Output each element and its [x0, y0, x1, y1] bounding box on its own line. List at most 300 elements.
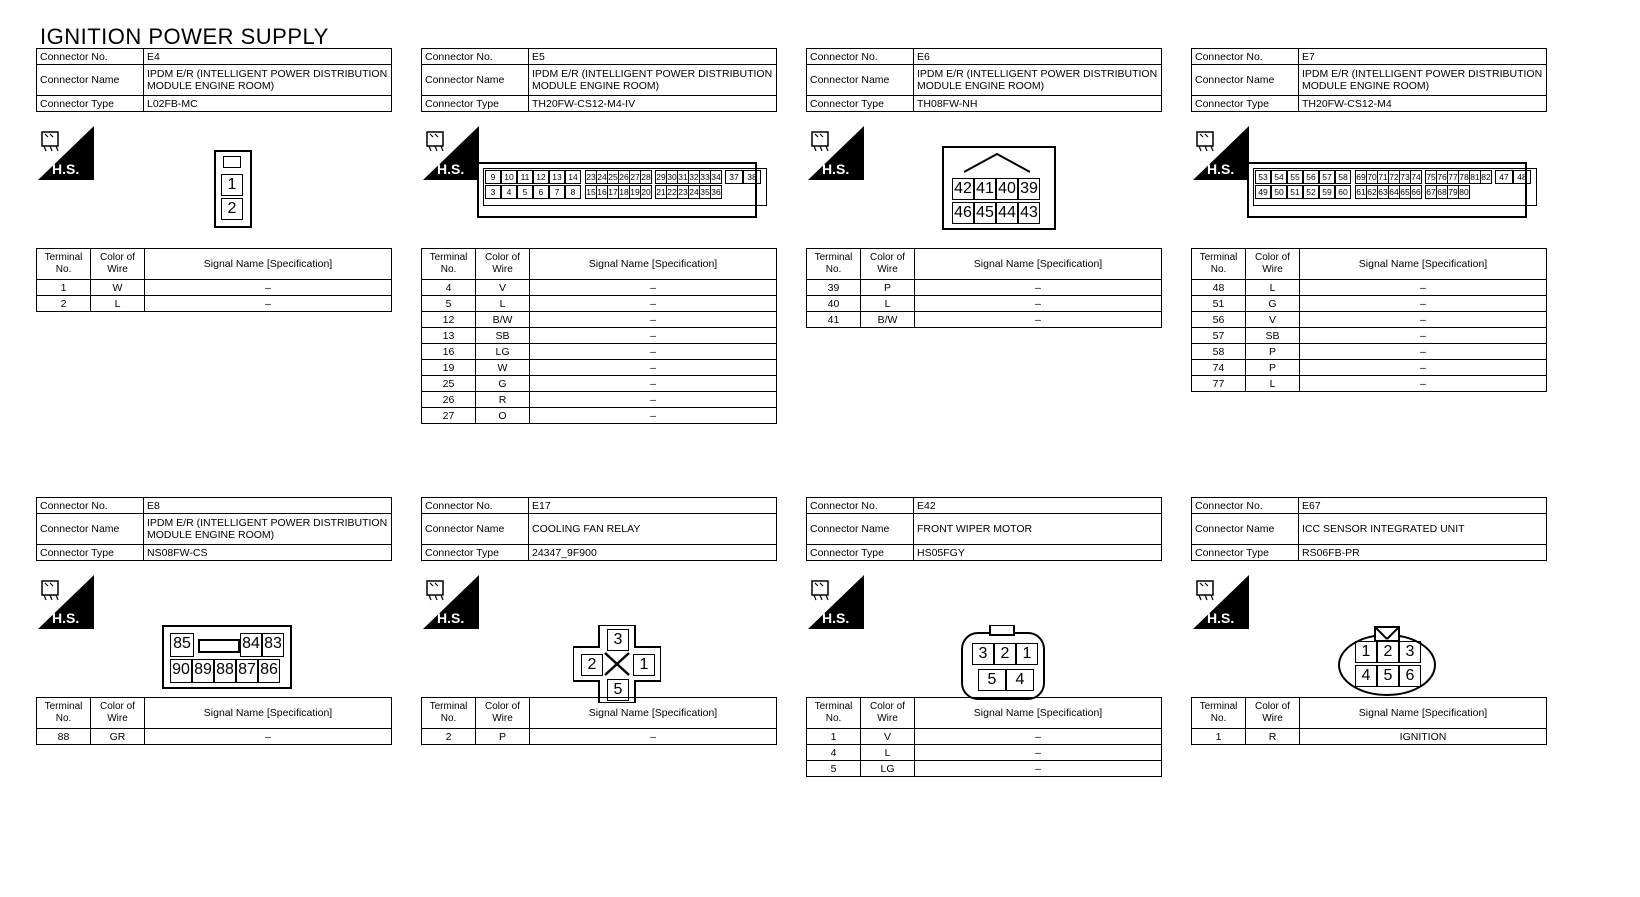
terminal-no: 13	[422, 328, 476, 344]
wire-color: L	[1246, 280, 1300, 296]
svg-text:H.S.: H.S.	[52, 161, 80, 177]
signal-name: –	[1300, 360, 1547, 376]
table-row	[422, 312, 777, 328]
connector-no-label: Connector No.	[37, 49, 144, 65]
wire-color: L	[1246, 376, 1300, 392]
table-row	[422, 360, 777, 376]
connector-pin: 54	[1271, 170, 1287, 184]
terminal-no: 51	[1192, 296, 1246, 312]
connector-no: E67	[1299, 498, 1547, 514]
terminal-no: 58	[1192, 344, 1246, 360]
connector-name: IPDM E/R (INTELLIGENT POWER DISTRIBUTION MODULE ENGINE ROOM)	[529, 65, 777, 96]
connector-pin: 17	[608, 187, 618, 197]
wire-color: P	[861, 280, 915, 296]
terminal-header: Terminal No.	[422, 249, 476, 280]
connector-type-label: Connector Type	[37, 96, 144, 112]
signal-name: –	[1300, 376, 1547, 392]
connector-pin: 42	[952, 178, 974, 200]
connector-type-label: Connector Type	[422, 96, 529, 112]
terminal-no: 77	[1192, 376, 1246, 392]
connector-pin: 3	[1399, 641, 1421, 663]
connector-pin: 13	[549, 170, 565, 184]
signal-name: –	[1300, 312, 1547, 328]
terminal-header: Terminal No.	[1192, 698, 1246, 729]
terminal-no: 12	[422, 312, 476, 328]
connector-pin: 61	[1356, 187, 1366, 197]
connector-pin: 1	[1016, 643, 1038, 665]
connector-no: E4	[144, 49, 392, 65]
terminal-no: 1	[37, 280, 91, 296]
terminal-header: Terminal No.	[807, 698, 861, 729]
connector-no: E5	[529, 49, 777, 65]
harness-side-icon	[38, 575, 94, 629]
connector-name-label: Connector Name	[1192, 514, 1299, 545]
connector-pin: 35	[700, 187, 710, 197]
terminal-no: 39	[807, 280, 861, 296]
connector-pin: 25	[608, 172, 618, 182]
table-row	[37, 729, 392, 745]
connector-pin: 34	[711, 172, 721, 182]
table-row	[422, 328, 777, 344]
connector-face	[1247, 162, 1527, 218]
wire-color: L	[861, 296, 915, 312]
connector-pin: 63	[1378, 187, 1388, 197]
connector-pin: 5	[1377, 665, 1399, 687]
terminal-header: Terminal No.	[1192, 249, 1246, 280]
terminal-table	[36, 697, 392, 745]
signal-name: –	[915, 761, 1162, 777]
connector-name-label: Connector Name	[37, 514, 144, 545]
connector-pin: 4	[1355, 665, 1377, 687]
connector-pin: 10	[501, 170, 517, 184]
connector-pin: 46	[952, 202, 974, 224]
signal-header: Signal Name [Specification]	[145, 698, 392, 729]
connector-pin: 27	[630, 172, 640, 182]
connector-block-e5	[421, 48, 777, 448]
connector-pin: 66	[1411, 187, 1421, 197]
connector-pin: 85	[170, 633, 194, 657]
connector-header-table	[1191, 497, 1547, 561]
connector-no: E17	[529, 498, 777, 514]
terminal-table	[806, 697, 1162, 777]
connector-pin: 74	[1411, 172, 1421, 182]
table-row	[422, 280, 777, 296]
connector-pin: 5	[607, 679, 629, 701]
terminal-no: 2	[37, 296, 91, 312]
connector-name: IPDM E/R (INTELLIGENT POWER DISTRIBUTION MODULE ENGINE ROOM)	[1299, 65, 1547, 96]
wire-color: L	[476, 296, 530, 312]
connector-pin: 23	[678, 187, 688, 197]
table-row	[37, 280, 392, 296]
terminal-no: 74	[1192, 360, 1246, 376]
connector-pin: 76	[1437, 172, 1447, 182]
signal-name: –	[1300, 328, 1547, 344]
connector-type: TH20FW-CS12-M4	[1299, 96, 1547, 112]
table-row	[807, 761, 1162, 777]
connector-pin: 24	[597, 172, 607, 182]
color-header: Color of Wire	[91, 249, 145, 280]
connector-pin: 1	[633, 654, 655, 676]
connector-name: IPDM E/R (INTELLIGENT POWER DISTRIBUTION MODULE ENGINE ROOM)	[144, 514, 392, 545]
connector-header-table	[806, 48, 1162, 112]
connector-pin: 50	[1271, 185, 1287, 199]
terminal-header: Terminal No.	[37, 698, 91, 729]
connector-pin: 56	[1303, 170, 1319, 184]
table-row	[807, 280, 1162, 296]
signal-name: –	[145, 296, 392, 312]
wire-color: W	[476, 360, 530, 376]
svg-text:H.S.: H.S.	[822, 161, 850, 177]
connector-pin: 57	[1319, 170, 1335, 184]
signal-name: –	[530, 344, 777, 360]
connector-pin: 88	[214, 659, 236, 683]
connector-pin: 43	[1018, 202, 1040, 224]
terminal-no: 1	[807, 729, 861, 745]
terminal-no: 41	[807, 312, 861, 328]
harness-side-icon	[808, 126, 864, 180]
wire-color: R	[476, 392, 530, 408]
connector-block-e7	[1191, 48, 1547, 448]
connector-pin: 3	[485, 185, 501, 199]
connector-pin: 12	[533, 170, 549, 184]
wire-color: B/W	[476, 312, 530, 328]
table-row	[1192, 729, 1547, 745]
signal-name: –	[530, 392, 777, 408]
connector-header-table	[806, 497, 1162, 561]
terminal-no: 40	[807, 296, 861, 312]
terminal-no: 48	[1192, 280, 1246, 296]
table-row	[1192, 360, 1547, 376]
connector-pin: 20	[641, 187, 651, 197]
connector-pin: 64	[1389, 187, 1399, 197]
color-header: Color of Wire	[476, 249, 530, 280]
connector-pin: 87	[236, 659, 258, 683]
connector-pin: 75	[1426, 172, 1436, 182]
connector-pin: 19	[630, 187, 640, 197]
wire-color: W	[91, 280, 145, 296]
terminal-header: Terminal No.	[422, 698, 476, 729]
connector-pin: 2	[221, 198, 243, 220]
connector-pin: 5	[978, 669, 1006, 691]
connector-pin: 77	[1448, 172, 1458, 182]
table-row	[1192, 296, 1547, 312]
connector-pin: 9	[485, 170, 501, 184]
connector-pin: 41	[974, 178, 996, 200]
color-header: Color of Wire	[1246, 698, 1300, 729]
signal-name: –	[530, 360, 777, 376]
connector-block-e6	[806, 48, 1162, 448]
connector-pin: 33	[700, 172, 710, 182]
table-row	[807, 296, 1162, 312]
signal-name: –	[915, 312, 1162, 328]
connector-type-label: Connector Type	[807, 96, 914, 112]
connector-pin: 2	[581, 654, 603, 676]
signal-name: –	[1300, 344, 1547, 360]
terminal-table	[36, 248, 392, 312]
wire-color: O	[476, 408, 530, 424]
connector-type: TH20FW-CS12-M4-IV	[529, 96, 777, 112]
connector-pin: 69	[1356, 172, 1366, 182]
harness-side-icon	[1193, 575, 1249, 629]
connector-pin: 49	[1255, 185, 1271, 199]
connector-no-label: Connector No.	[1192, 49, 1299, 65]
signal-name: –	[145, 280, 392, 296]
color-header: Color of Wire	[1246, 249, 1300, 280]
terminal-table	[1191, 248, 1547, 392]
connector-pin: 60	[1335, 185, 1351, 199]
connector-header-table	[36, 48, 392, 112]
signal-header: Signal Name [Specification]	[1300, 698, 1547, 729]
svg-text:H.S.: H.S.	[52, 610, 80, 626]
connector-pin: 7	[549, 185, 565, 199]
connector-pin: 1	[1355, 641, 1377, 663]
terminal-no: 16	[422, 344, 476, 360]
svg-text:H.S.: H.S.	[1207, 161, 1235, 177]
connector-pin: 82	[1481, 172, 1491, 182]
connector-type-label: Connector Type	[1192, 96, 1299, 112]
signal-name: –	[915, 280, 1162, 296]
connector-no-label: Connector No.	[807, 49, 914, 65]
connector-no-label: Connector No.	[807, 498, 914, 514]
table-row	[422, 296, 777, 312]
table-row	[1192, 376, 1547, 392]
connector-pin: 59	[1319, 185, 1335, 199]
terminal-no: 25	[422, 376, 476, 392]
connector-pin: 55	[1287, 170, 1303, 184]
connector-name-label: Connector Name	[807, 514, 914, 545]
wire-color: P	[476, 729, 530, 745]
harness-side-icon	[808, 575, 864, 629]
connector-pin: 6	[533, 185, 549, 199]
signal-header: Signal Name [Specification]	[145, 249, 392, 280]
connector-type: 24347_9F900	[529, 545, 777, 561]
connector-face	[162, 625, 292, 689]
connector-pin: 14	[565, 170, 581, 184]
connector-type: NS08FW-CS	[144, 545, 392, 561]
connector-face	[214, 150, 252, 228]
connector-name: IPDM E/R (INTELLIGENT POWER DISTRIBUTION MODULE ENGINE ROOM)	[144, 65, 392, 96]
signal-header: Signal Name [Specification]	[915, 698, 1162, 729]
table-row	[422, 729, 777, 745]
signal-header: Signal Name [Specification]	[530, 698, 777, 729]
table-row	[807, 745, 1162, 761]
terminal-no: 88	[37, 729, 91, 745]
connector-pin: 8	[565, 185, 581, 199]
connector-block-e4	[36, 48, 392, 448]
connector-face	[960, 625, 1046, 701]
harness-side-icon	[423, 126, 479, 180]
connector-pin: 2	[1377, 641, 1399, 663]
connector-pin: 89	[192, 659, 214, 683]
signal-header: Signal Name [Specification]	[915, 249, 1162, 280]
connector-pin: 68	[1437, 187, 1447, 197]
connector-name: IPDM E/R (INTELLIGENT POWER DISTRIBUTION MODULE ENGINE ROOM)	[914, 65, 1162, 96]
connector-pin: 73	[1400, 172, 1410, 182]
connector-block-e8	[36, 497, 392, 897]
connector-name: COOLING FAN RELAY	[529, 514, 777, 545]
connector-name: ICC SENSOR INTEGRATED UNIT	[1299, 514, 1547, 545]
signal-name: –	[530, 328, 777, 344]
connector-pin: 4	[501, 185, 517, 199]
connector-pin: 30	[667, 172, 677, 182]
terminal-no: 27	[422, 408, 476, 424]
table-row	[422, 344, 777, 360]
connector-no-label: Connector No.	[422, 498, 529, 514]
wire-color: SB	[1246, 328, 1300, 344]
table-row	[422, 408, 777, 424]
connector-pin: 81	[1470, 172, 1480, 182]
connector-pin: 36	[711, 187, 721, 197]
connector-pin: 86	[258, 659, 280, 683]
connector-pin: 78	[1459, 172, 1469, 182]
connector-pin: 18	[619, 187, 629, 197]
signal-header: Signal Name [Specification]	[530, 249, 777, 280]
connector-pin: 23	[586, 172, 596, 182]
connector-pin: 6	[1399, 665, 1421, 687]
terminal-no: 26	[422, 392, 476, 408]
table-row	[1192, 344, 1547, 360]
table-row	[37, 296, 392, 312]
connector-type: RS06FB-PR	[1299, 545, 1547, 561]
wire-color: GR	[91, 729, 145, 745]
connector-pin: 29	[656, 172, 666, 182]
table-row	[422, 392, 777, 408]
terminal-table	[421, 248, 777, 424]
connector-pin: 28	[641, 172, 651, 182]
connector-pin: 15	[586, 187, 596, 197]
wire-color: P	[1246, 360, 1300, 376]
connector-name-label: Connector Name	[37, 65, 144, 96]
connector-pin: 4	[1006, 669, 1034, 691]
connector-pin: 39	[1018, 178, 1040, 200]
connector-block-e67	[1191, 497, 1547, 897]
terminal-no: 4	[807, 745, 861, 761]
wire-color: V	[1246, 312, 1300, 328]
terminal-no: 56	[1192, 312, 1246, 328]
terminal-no: 4	[422, 280, 476, 296]
signal-name: –	[530, 280, 777, 296]
connector-pin: 53	[1255, 170, 1271, 184]
connector-pin: 45	[974, 202, 996, 224]
color-header: Color of Wire	[476, 698, 530, 729]
connector-no-label: Connector No.	[422, 49, 529, 65]
connector-pin: 71	[1378, 172, 1388, 182]
connector-name-label: Connector Name	[422, 514, 529, 545]
terminal-table	[1191, 697, 1547, 745]
connector-type-label: Connector Type	[422, 545, 529, 561]
connector-name-label: Connector Name	[422, 65, 529, 96]
wire-color: SB	[476, 328, 530, 344]
connector-pin: 48	[1513, 170, 1531, 184]
connector-type-label: Connector Type	[807, 545, 914, 561]
signal-name: –	[915, 729, 1162, 745]
table-row	[1192, 328, 1547, 344]
svg-text:H.S.: H.S.	[822, 610, 850, 626]
table-row	[807, 729, 1162, 745]
signal-header: Signal Name [Specification]	[1300, 249, 1547, 280]
signal-name: –	[145, 729, 392, 745]
wire-color: G	[476, 376, 530, 392]
connector-pin: 83	[262, 633, 284, 657]
signal-name: –	[530, 408, 777, 424]
signal-name: –	[1300, 280, 1547, 296]
connector-pin: 16	[597, 187, 607, 197]
connector-face	[477, 162, 757, 218]
signal-name: –	[530, 376, 777, 392]
connector-name-label: Connector Name	[1192, 65, 1299, 96]
terminal-table	[421, 697, 777, 745]
table-row	[807, 312, 1162, 328]
harness-side-icon	[38, 126, 94, 180]
connector-header-table	[1191, 48, 1547, 112]
connector-pin: 79	[1448, 187, 1458, 197]
connector-block-e42	[806, 497, 1162, 897]
signal-name: –	[915, 296, 1162, 312]
connector-header-table	[421, 48, 777, 112]
connector-pin: 38	[743, 170, 761, 184]
wire-color: LG	[861, 761, 915, 777]
connector-pin: 32	[689, 172, 699, 182]
connector-pin: 65	[1400, 187, 1410, 197]
wire-color: G	[1246, 296, 1300, 312]
connector-pin: 22	[667, 187, 677, 197]
connector-block-e17	[421, 497, 777, 897]
connector-face	[942, 146, 1056, 230]
terminal-no: 5	[807, 761, 861, 777]
terminal-no: 1	[1192, 729, 1246, 745]
connector-pin: 24	[689, 187, 699, 197]
terminal-header: Terminal No.	[807, 249, 861, 280]
connector-type: L02FB-MC	[144, 96, 392, 112]
connector-pin: 62	[1367, 187, 1377, 197]
lock-tab-icon	[964, 152, 1030, 174]
connector-pin: 51	[1287, 185, 1303, 199]
table-row	[422, 376, 777, 392]
terminal-no: 5	[422, 296, 476, 312]
connector-pin: 3	[607, 629, 629, 651]
svg-text:H.S.: H.S.	[1207, 610, 1235, 626]
signal-name: –	[530, 729, 777, 745]
connector-type: TH08FW-NH	[914, 96, 1162, 112]
connector-header-table	[421, 497, 777, 561]
connector-pin: 58	[1335, 170, 1351, 184]
connector-no: E7	[1299, 49, 1547, 65]
wire-color: B/W	[861, 312, 915, 328]
connector-type-label: Connector Type	[37, 545, 144, 561]
terminal-no: 2	[422, 729, 476, 745]
table-row	[1192, 312, 1547, 328]
color-header: Color of Wire	[861, 249, 915, 280]
color-header: Color of Wire	[91, 698, 145, 729]
connector-pin: 37	[725, 170, 743, 184]
connector-name-label: Connector Name	[807, 65, 914, 96]
connector-pin: 11	[517, 170, 533, 184]
terminal-header: Terminal No.	[37, 249, 91, 280]
signal-name: –	[530, 296, 777, 312]
wire-color: V	[476, 280, 530, 296]
color-header: Color of Wire	[861, 698, 915, 729]
wire-color: P	[1246, 344, 1300, 360]
connector-pin: 72	[1389, 172, 1399, 182]
connector-pin: 44	[996, 202, 1018, 224]
connector-pin: 90	[170, 659, 192, 683]
connector-no-label: Connector No.	[37, 498, 144, 514]
connector-pin: 70	[1367, 172, 1377, 182]
signal-name: –	[530, 312, 777, 328]
wire-color: LG	[476, 344, 530, 360]
connector-face	[573, 625, 661, 703]
connector-pin: 84	[240, 633, 262, 657]
